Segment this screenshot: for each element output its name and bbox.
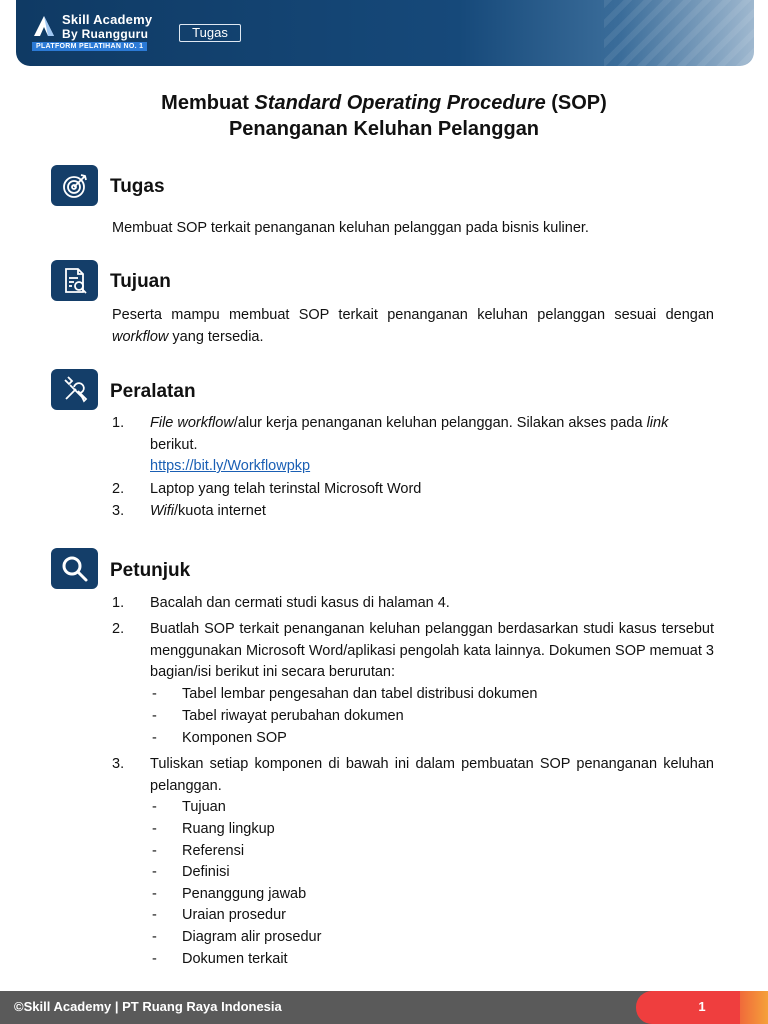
page-title-line2: Penanganan Keluhan Pelanggan bbox=[228, 118, 540, 140]
list-item: Laptop yang telah terinstal Microsoft Word bbox=[150, 481, 422, 497]
footer-stripe bbox=[740, 991, 768, 1024]
page-number: 1 bbox=[698, 999, 706, 1014]
dash-bullet: - bbox=[152, 951, 157, 967]
list-item-text: /kuota internet bbox=[174, 503, 266, 519]
dash-bullet: - bbox=[152, 799, 157, 815]
section-heading-tujuan: Tujuan bbox=[110, 271, 171, 292]
sub-item: Uraian prosedur bbox=[182, 907, 286, 923]
magnifier-icon bbox=[51, 548, 98, 589]
list-item: Buatlah SOP terkait penanganan keluhan pelanggan berdasarkan studi kasus tersebut menggunakan Microsoft Word/aplikasi pengolah kata lainnya. Dokumen SOP memuat 3 bagian/isi berikut ini secara berurutan: bbox=[150, 621, 714, 680]
dash-bullet: - bbox=[152, 730, 157, 746]
list-item-italic: Wifi bbox=[150, 503, 175, 519]
list-item-text: /alur kerja penanganan keluhan pelanggan. Silakan akses pada bbox=[233, 415, 647, 431]
header-tab-tugas: Tugas bbox=[179, 24, 241, 42]
section-heading-tugas: Tugas bbox=[110, 176, 165, 197]
brand-name: Skill Academy bbox=[62, 12, 153, 27]
brand-subname: By Ruangguru bbox=[62, 27, 149, 41]
list-item: Bacalah dan cermati studi kasus di halaman 4. bbox=[150, 595, 450, 611]
dash-bullet: - bbox=[152, 907, 157, 923]
tugas-text: Membuat SOP terkait penanganan keluhan pelanggan pada bisnis kuliner. bbox=[112, 220, 589, 236]
sub-item: Penanggung jawab bbox=[182, 886, 307, 902]
sub-item: Tabel lembar pengesahan dan tabel distribusi dokumen bbox=[182, 686, 538, 702]
page-header bbox=[16, 0, 754, 66]
dash-bullet: - bbox=[152, 929, 157, 945]
dash-bullet: - bbox=[152, 708, 157, 724]
list-item-italic: File workflow bbox=[150, 415, 234, 431]
sub-item: Diagram alir prosedur bbox=[182, 929, 322, 945]
tujuan-text-italic: workflow bbox=[112, 328, 169, 345]
tujuan-text bbox=[112, 305, 714, 348]
sub-item: Tujuan bbox=[182, 799, 226, 815]
dash-bullet: - bbox=[152, 686, 157, 702]
page-title-line1 bbox=[0, 92, 768, 115]
list-item: Tuliskan setiap komponen di bawah ini dalam pembuatan SOP penanganan keluhan pelanggan. bbox=[150, 756, 714, 794]
list-number: 1. bbox=[112, 415, 125, 431]
title-text-post: (SOP) bbox=[545, 92, 607, 114]
dash-bullet: - bbox=[152, 843, 157, 859]
sub-item: Definisi bbox=[182, 864, 230, 880]
workflow-link[interactable]: https://bit.ly/Workflowpkp bbox=[150, 458, 311, 474]
document-search-icon bbox=[51, 260, 98, 301]
list-number: 1. bbox=[112, 595, 125, 611]
brand-tagline: PLATFORM PELATIHAN NO. 1 bbox=[32, 42, 147, 51]
list-item-text-end: berikut. bbox=[150, 436, 198, 453]
list-number: 3. bbox=[112, 503, 125, 519]
list-item bbox=[150, 501, 714, 523]
list-number: 3. bbox=[112, 756, 125, 772]
sub-item: Komponen SOP bbox=[182, 730, 287, 746]
tujuan-text-part2: yang tersedia. bbox=[168, 328, 264, 345]
target-icon bbox=[51, 165, 98, 206]
sub-item: Tabel riwayat perubahan dokumen bbox=[182, 708, 404, 724]
title-italic-text: Standard Operating Procedure bbox=[254, 92, 546, 114]
dash-bullet: - bbox=[152, 821, 157, 837]
list-number: 2. bbox=[112, 621, 125, 637]
sub-item: Dokumen terkait bbox=[182, 951, 288, 967]
header-decoration bbox=[604, 0, 754, 66]
sub-item: Referensi bbox=[182, 843, 245, 859]
footer-copyright: ©Skill Academy | PT Ruang Raya Indonesia bbox=[14, 999, 282, 1014]
list-number: 2. bbox=[112, 481, 125, 497]
title-text: Membuat bbox=[161, 92, 255, 114]
dash-bullet: - bbox=[152, 864, 157, 880]
skill-academy-logo-icon bbox=[32, 14, 56, 38]
section-heading-peralatan: Peralatan bbox=[110, 381, 196, 402]
tools-icon bbox=[51, 369, 98, 410]
sub-item: Ruang lingkup bbox=[182, 821, 275, 837]
dash-bullet: - bbox=[152, 886, 157, 902]
list-item bbox=[150, 413, 714, 478]
tujuan-text-part1: Peserta mampu membuat SOP terkait penanganan keluhan pelanggan sesuai dengan bbox=[112, 307, 714, 323]
section-heading-petunjuk: Petunjuk bbox=[110, 560, 191, 581]
list-item-italic-link: link bbox=[646, 415, 669, 431]
